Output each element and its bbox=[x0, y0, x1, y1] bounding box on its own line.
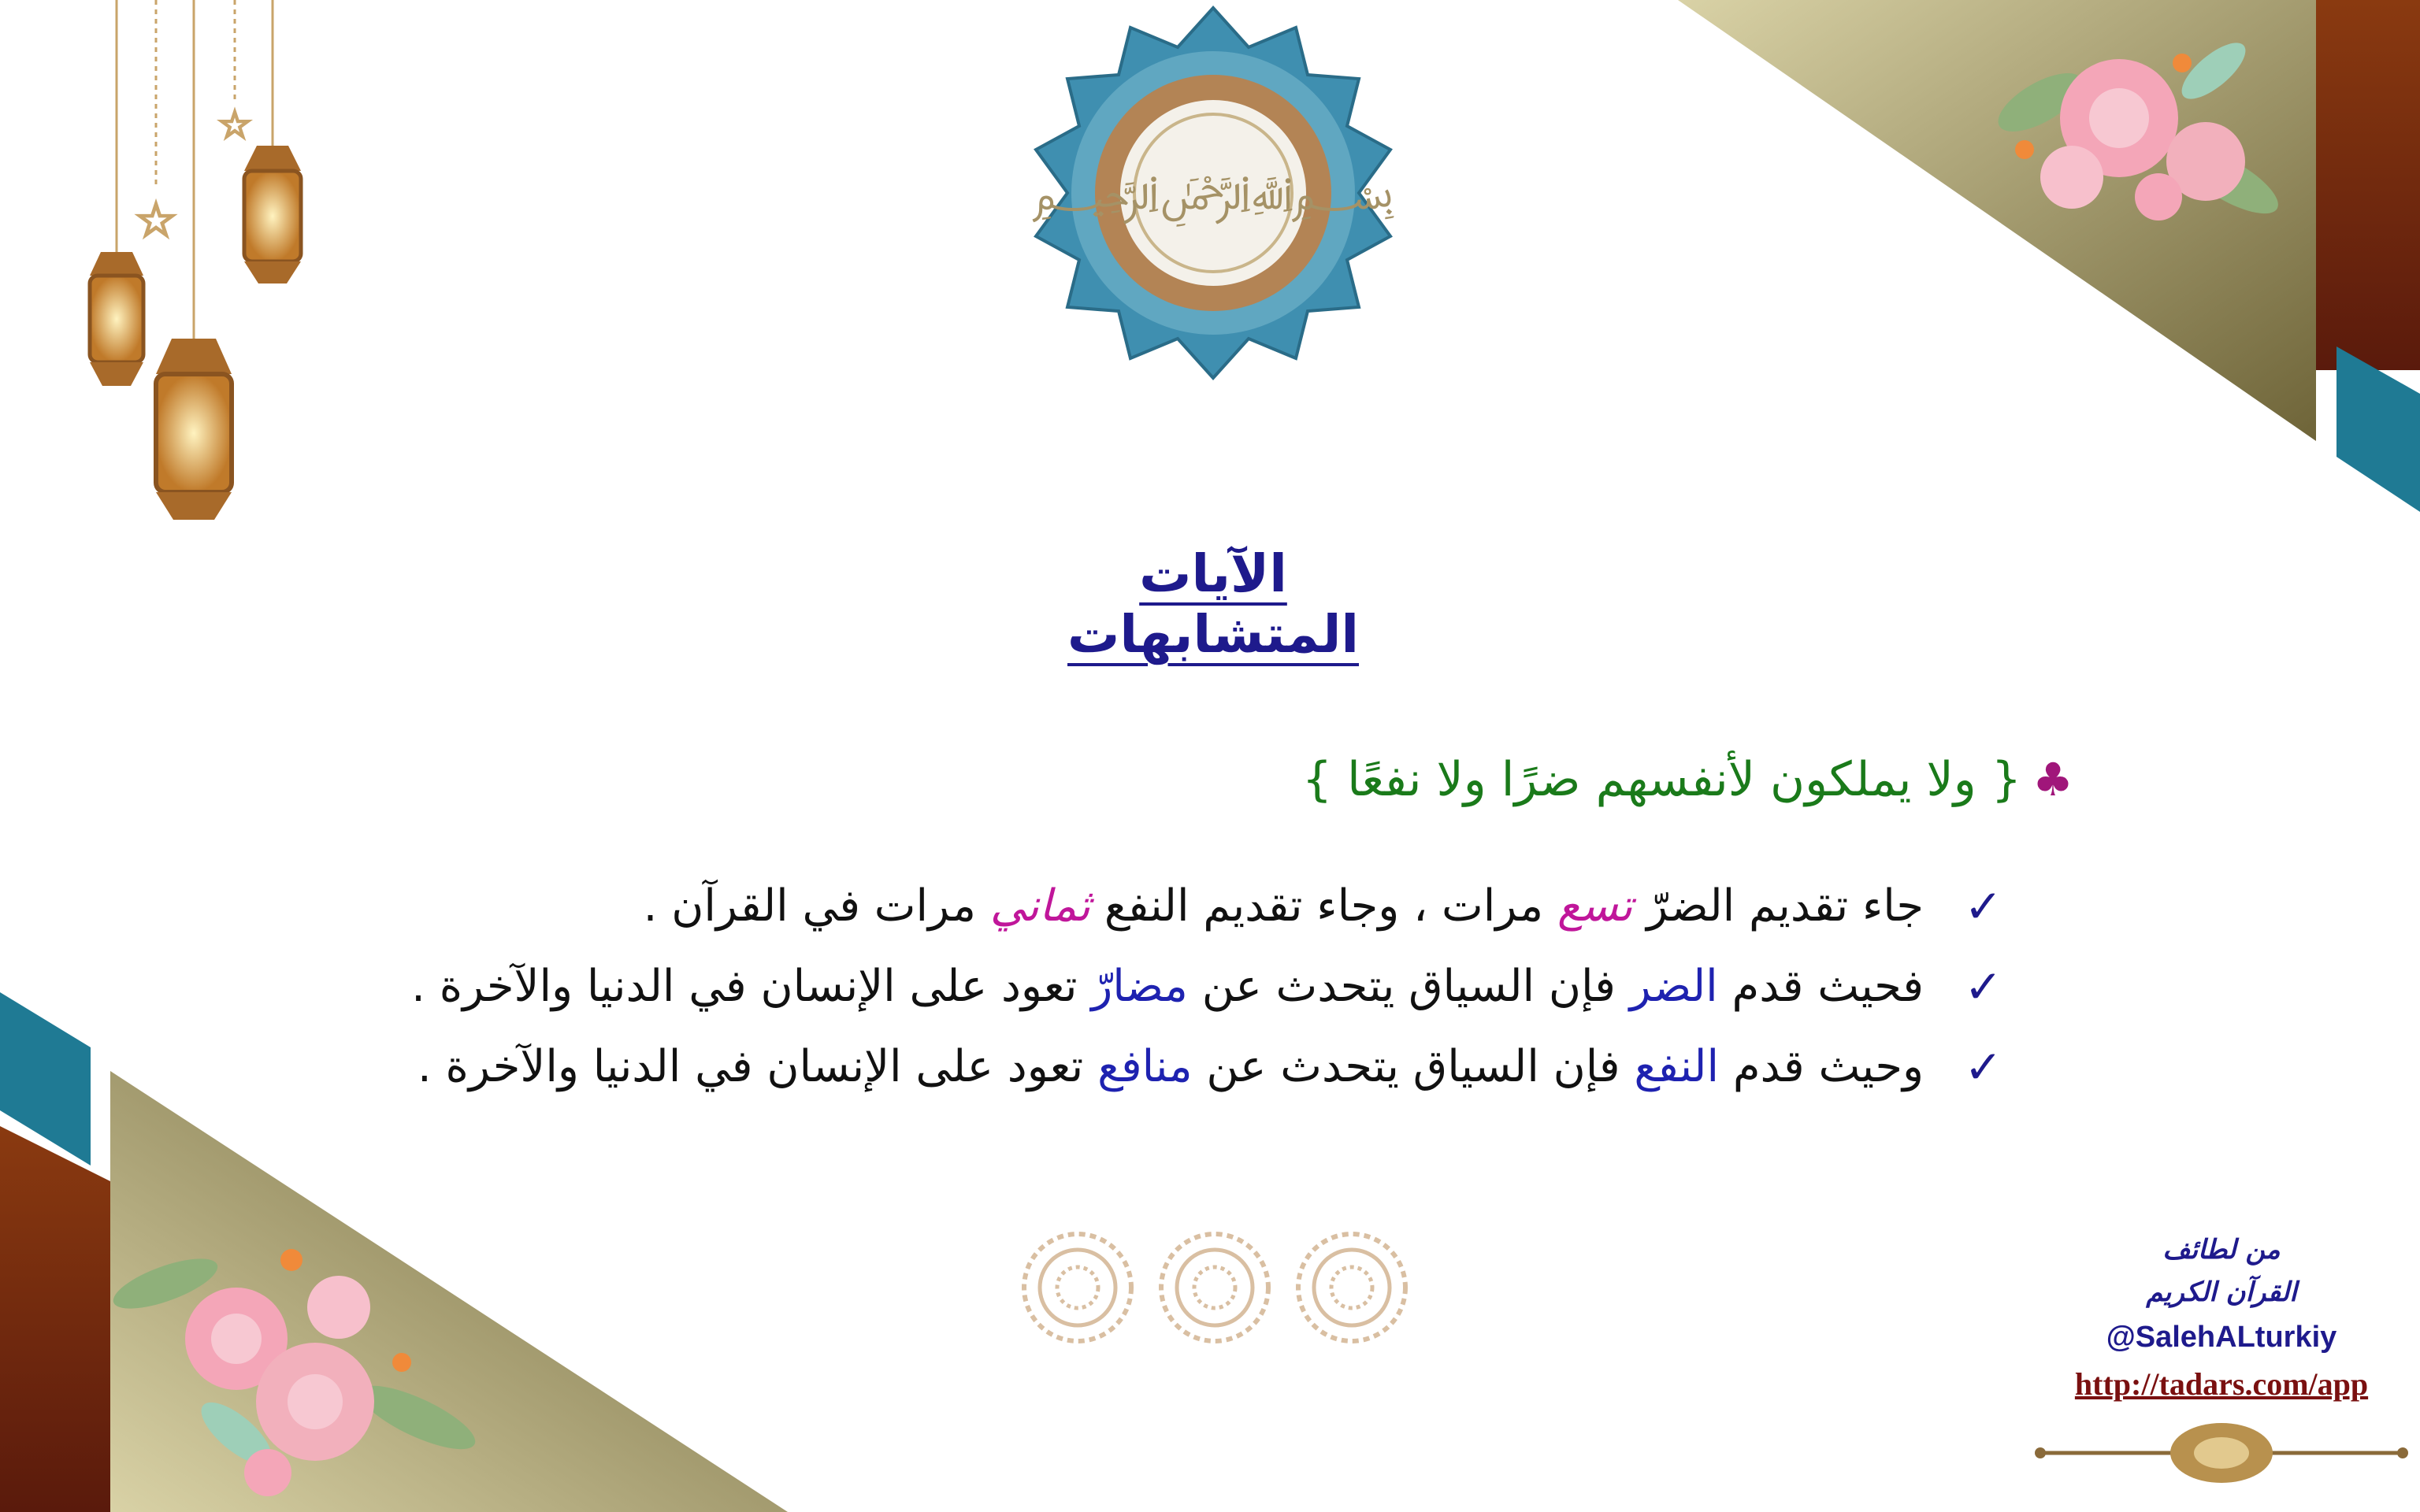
rosette-ornament-icon bbox=[1298, 1234, 1405, 1341]
highlight-word: مضارّ bbox=[1091, 961, 1188, 1012]
list-item bbox=[411, 1027, 2002, 1107]
point-text: فحيث قدم bbox=[1717, 961, 1924, 1012]
footer-url-link[interactable]: http://tadars.com/app bbox=[2074, 1366, 2369, 1402]
rosette-ornament-icon bbox=[1161, 1234, 1268, 1341]
hanging-lantern-icon bbox=[90, 252, 143, 386]
footer-handle: @SalehALturkiy bbox=[2106, 1321, 2337, 1354]
points-list bbox=[411, 866, 2002, 1107]
list-item bbox=[411, 947, 2002, 1027]
star-ornament-icon: ☆ bbox=[135, 193, 177, 248]
point-text: تعود على الإنسان في الدنيا والآخرة . bbox=[411, 961, 1092, 1012]
point-text: فإن السياق يتحدث عن bbox=[1192, 1041, 1635, 1092]
check-icon: ✓ bbox=[1964, 960, 2002, 1014]
hanging-lanterns bbox=[90, 0, 301, 520]
svg-text:﷽: ﷽ bbox=[1031, 165, 1395, 220]
check-icon: ✓ bbox=[1964, 1040, 2002, 1094]
star-ornament-icon: ☆ bbox=[217, 103, 252, 147]
highlight-word: منافع bbox=[1097, 1041, 1193, 1092]
divider-ornament-icon bbox=[2035, 1423, 2408, 1483]
point-text: مرات ، وجاء تقديم النفع bbox=[1090, 880, 1557, 932]
point-text: جاء تقديم الضرّ bbox=[1632, 880, 1924, 932]
point-text: تعود على الإنسان في الدنيا والآخرة . bbox=[417, 1041, 1098, 1092]
slide-title: الآيات المتشابهات bbox=[1067, 543, 1359, 665]
footer-line2: القرآن الكريم bbox=[2146, 1277, 2297, 1308]
club-suit-icon: ♣ bbox=[2032, 753, 2073, 806]
point-text: وحيث قدم bbox=[1719, 1041, 1924, 1092]
highlight-word: ثماني bbox=[989, 880, 1091, 932]
list-item bbox=[411, 866, 2002, 947]
point-text: مرات في القرآن . bbox=[643, 880, 990, 932]
top-right-corner-band bbox=[1678, 0, 2420, 512]
point-text: فإن السياق يتحدث عن bbox=[1187, 961, 1630, 1012]
hanging-lantern-icon bbox=[156, 339, 232, 520]
highlight-word: الضر bbox=[1629, 961, 1718, 1012]
rosette-ornaments bbox=[1024, 1234, 1405, 1341]
check-icon: ✓ bbox=[1964, 880, 2002, 933]
rosette-ornament-icon bbox=[1024, 1234, 1131, 1341]
quran-emblem-icon bbox=[1032, 8, 1395, 378]
verse-text: { ولا يملكون لأنفسهم ضرًا ولا نفعًا } bbox=[1301, 752, 2021, 807]
hanging-lantern-icon bbox=[244, 146, 301, 284]
highlight-word: النفع bbox=[1634, 1041, 1720, 1092]
footer-line1: من لطائف bbox=[2162, 1234, 2281, 1266]
verse-line bbox=[1302, 752, 2073, 807]
highlight-word: تسع bbox=[1557, 880, 1633, 932]
footer-credits bbox=[2017, 1228, 2420, 1408]
